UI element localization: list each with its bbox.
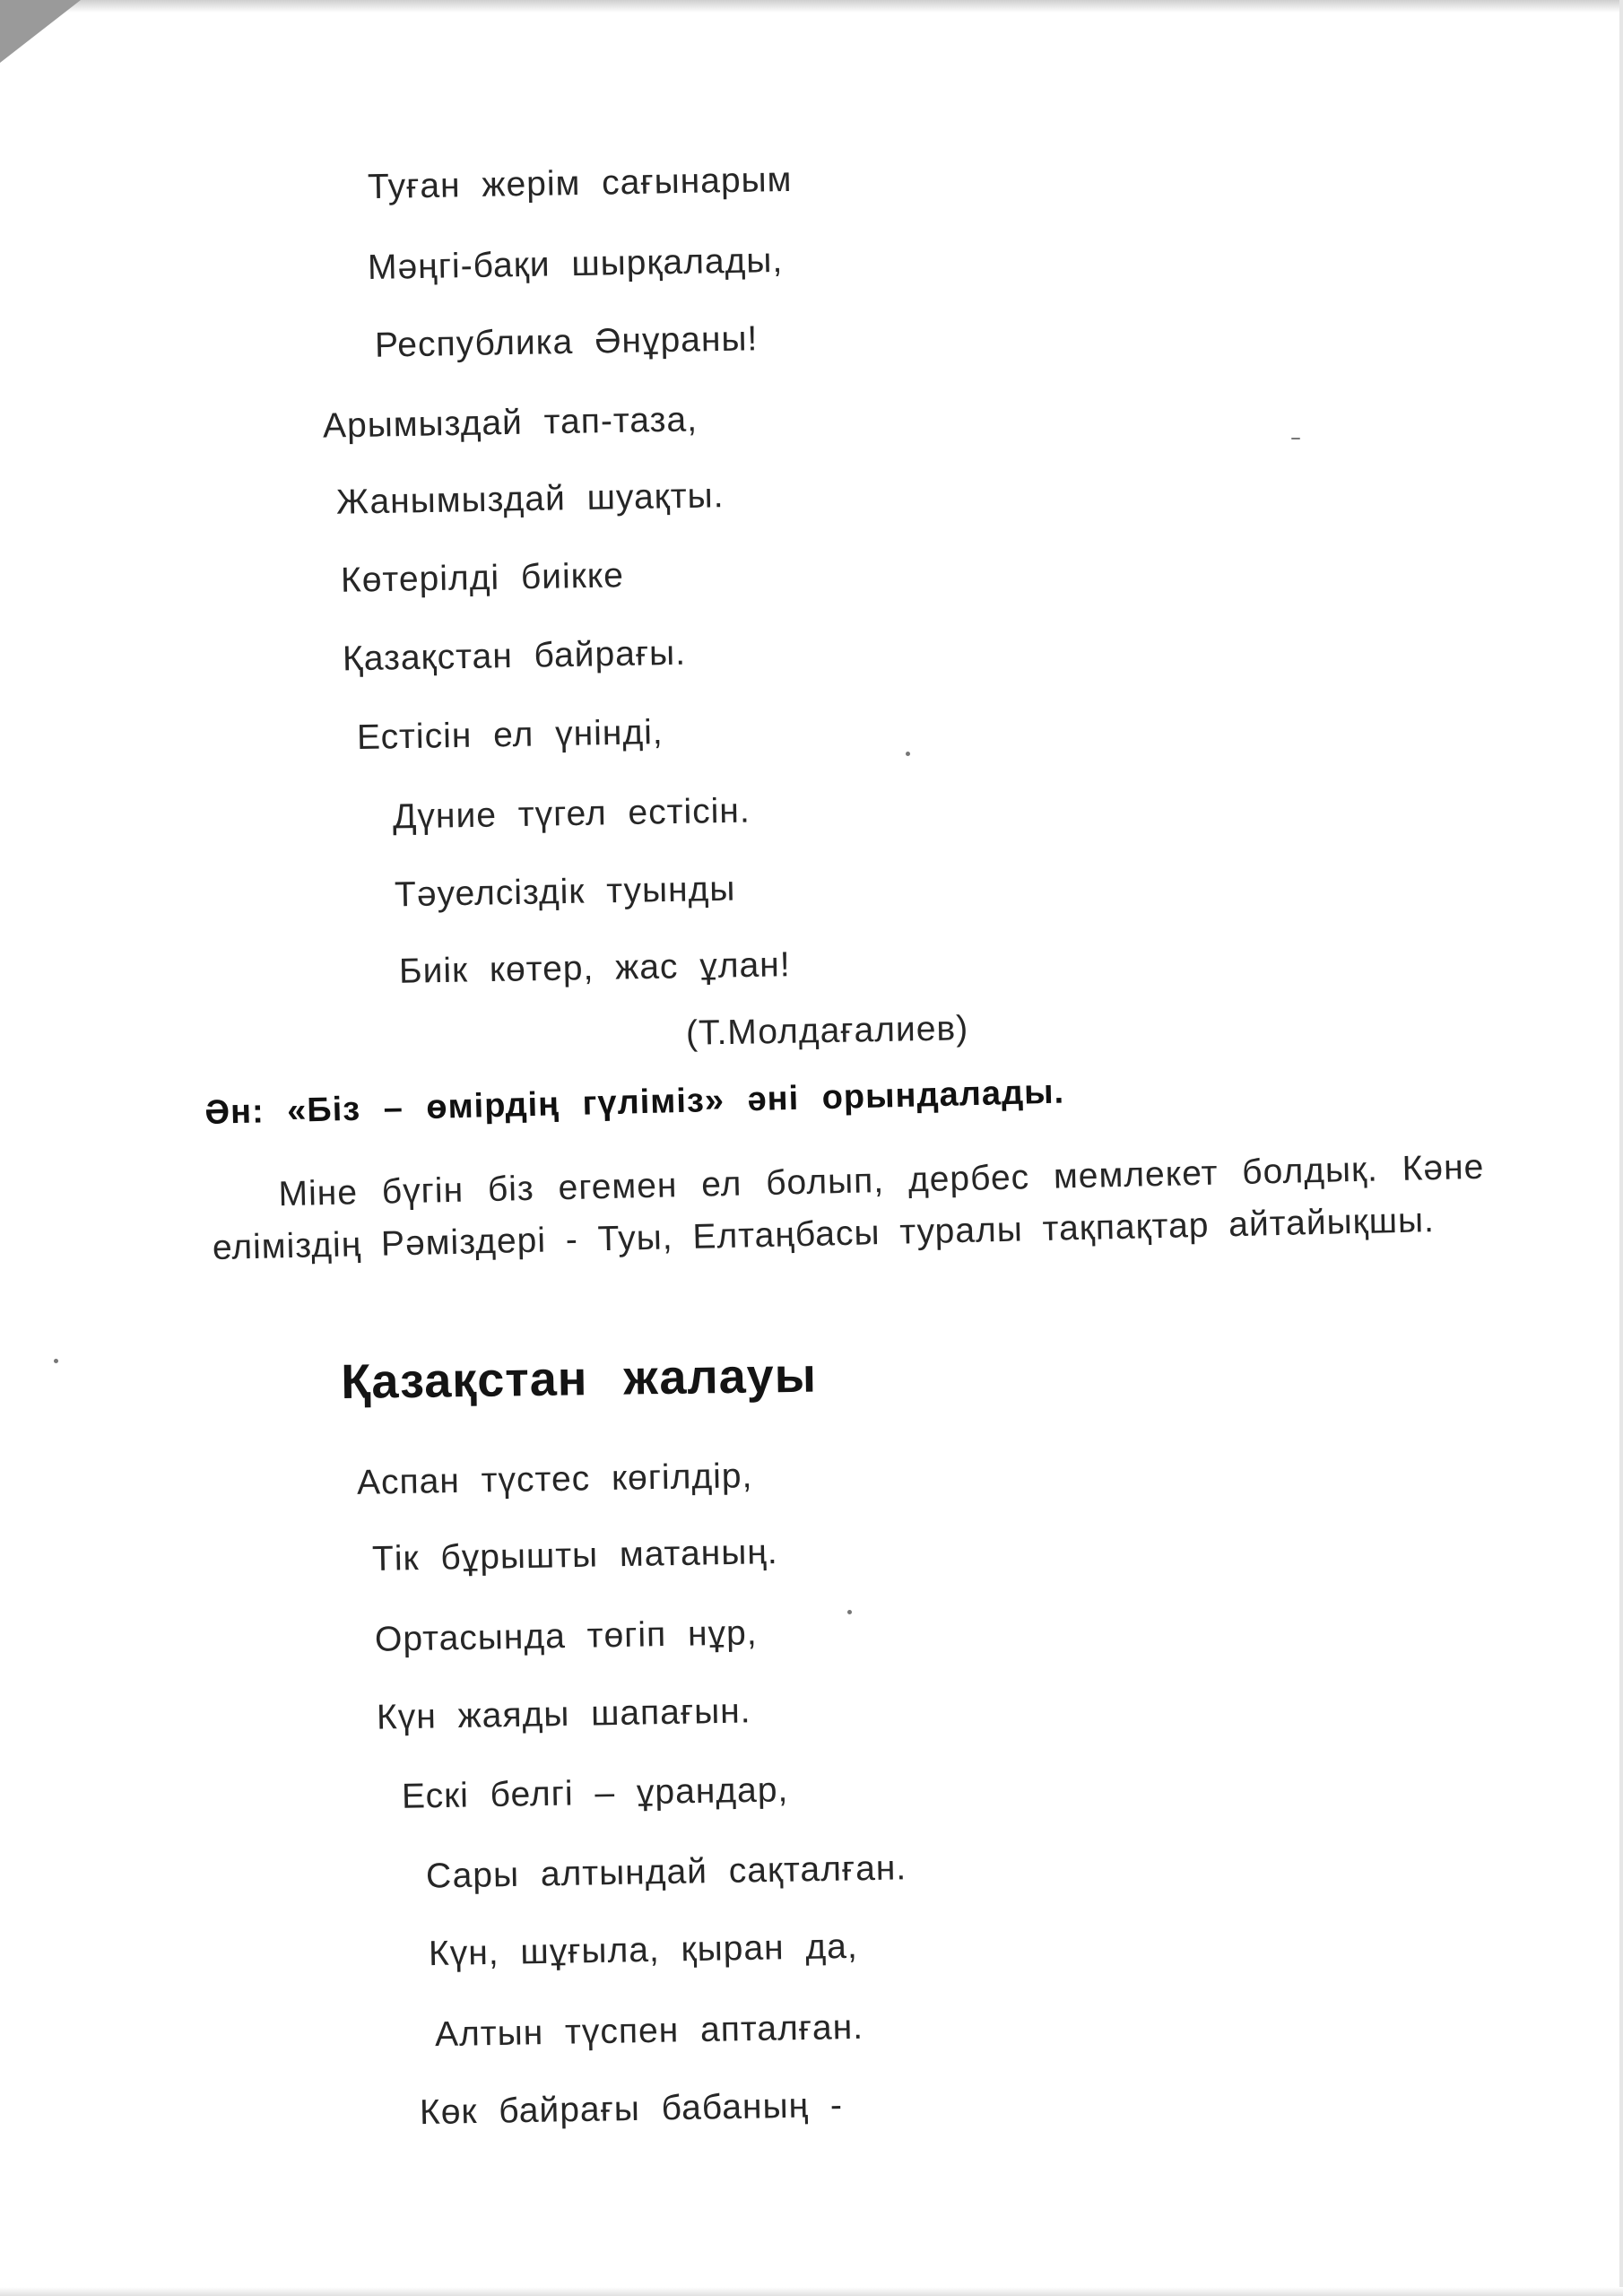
poem-line: Сары алтындай сақталған. (425, 1848, 907, 1896)
poem-line: Арымыздай тап-таза, (322, 400, 699, 446)
poem-line: Күн жаяды шапағын. (376, 1692, 751, 1737)
section-title: Қазақстан жалауы (341, 1348, 818, 1409)
poem-line: Жанымыздай шуақты. (335, 476, 725, 522)
poem-line: Ортасында төгіп нұр, (374, 1613, 758, 1659)
poem-line: Ескі белгі – ұрандар, (401, 1770, 789, 1816)
poem-line: Республика Әнұраны! (374, 319, 759, 365)
poem-line: Көк байрағы бабаның - (419, 2085, 844, 2133)
poem-line: Дүние түгел естісін. (392, 791, 751, 837)
poem-line: Күн, шұғыла, қыран да, (428, 1926, 859, 1974)
poem-line: Тәуелсіздік туынды (394, 869, 736, 915)
scan-speck (847, 1610, 852, 1614)
scan-speck (54, 1359, 58, 1363)
intro-paragraph: Міне бүгін біз егемен ел болып, дербес мемлекет болдық. Кәне еліміздің Рәміздері - Туы, Елтаңбасы туралы тақпақтар айтайықшы. (212, 1147, 1485, 1267)
poem-line: Естісін ел үнінді, (356, 713, 664, 757)
scan-edge-bottom (0, 2287, 1623, 2296)
poem-line: Тік бұрышты матаның. (371, 1533, 779, 1578)
scan-speck (906, 752, 910, 756)
scan-edge-right (1619, 0, 1623, 2296)
poem-line: Мәңгі-бақи шырқалады, (367, 240, 784, 288)
poem-line: Туған жерім сағынарым (367, 160, 793, 207)
poem-author: (Т.Молдағалиев) (685, 1009, 969, 1053)
poem-line: Қазақстан байрағы. (342, 633, 687, 679)
scan-edge-top (0, 0, 1623, 13)
folded-corner (0, 0, 81, 63)
poem-line: Алтын түспен апталған. (434, 2007, 864, 2055)
poem-line: Биік көтер, жас ұлан! (398, 945, 791, 991)
poem-line: Аспан түстес көгілдір, (356, 1457, 753, 1502)
poem-line: Көтерілді биікке (340, 556, 625, 600)
scan-speck (1291, 438, 1300, 439)
song-announcement: Ән: «Біз – өмірдің гүліміз» әні орындалады. (204, 1073, 1065, 1132)
